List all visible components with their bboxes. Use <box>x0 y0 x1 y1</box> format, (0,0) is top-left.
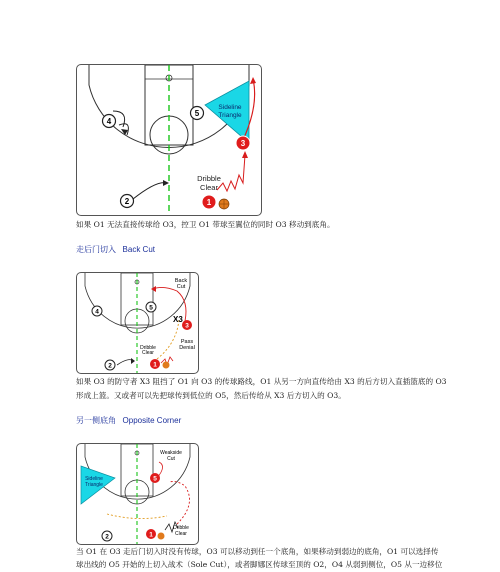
player-2 <box>105 360 115 370</box>
svg-text:3: 3 <box>185 322 189 330</box>
svg-text:3: 3 <box>240 139 246 148</box>
svg-text:1: 1 <box>206 198 212 207</box>
back-cut-label-2: Cut <box>176 284 186 290</box>
pass-denial-label-2: Denial <box>179 345 195 351</box>
svg-text:5: 5 <box>153 475 157 483</box>
weakside-label-1: Weakside <box>160 450 182 456</box>
player-1 <box>202 195 216 209</box>
svg-text:1: 1 <box>149 531 153 539</box>
player-4 <box>103 115 116 128</box>
dribble-label-1: Dribble <box>197 174 221 183</box>
caption-2-line-2: 形成上篮。又或者可以先把球传到低位的 O5，然后传给从 X3 后方切入的 O3。 <box>76 391 346 400</box>
dribble-label-1: Dribble <box>173 525 189 531</box>
basketball-icon <box>163 362 170 369</box>
triangle-label-2: Triangle <box>218 112 242 119</box>
court-diagram-2 <box>77 273 198 373</box>
pass-denial-label-1: Pass <box>180 339 194 345</box>
svg-text:1: 1 <box>153 361 157 369</box>
caption-3-line-2: 球出线的 O5 开始的上切入战术（Sole Cut），或者脚娜区传球至顶的 O2，O4 从弱到侧位，O5 从一边移位 <box>76 560 443 569</box>
dribble-path <box>217 155 245 191</box>
section-heading-back-cut <box>76 244 155 255</box>
player-2 <box>102 531 112 541</box>
section-heading-opposite-corner <box>76 415 181 426</box>
heading-cn: 走后门切入 <box>76 245 116 254</box>
pass-line <box>157 319 179 359</box>
caption-2-line-1: 如果 O3 的防守者 X3 阻挡了 O1 向 O3 的传球路线，O1 从另一方向直传给由 X3 的后方切入直插篮底的 O3 <box>76 377 447 386</box>
player-5 <box>146 302 156 312</box>
heading-en: Opposite Corner <box>122 416 182 425</box>
figure-back-cut <box>76 272 199 374</box>
svg-text:5: 5 <box>149 304 153 312</box>
caption-1: 如果 O1 无法直接传球给 O3，控卫 O1 带球至翼位的同时 O3 移动到底角。 <box>76 220 335 229</box>
weakside-label-2: Cut <box>167 456 175 462</box>
triangle-label-2: Triangle <box>85 482 103 488</box>
caption-3-line-1: 当 O1 在 O3 走后门切入时没有传球，O3 可以移动到任一个底角，如果移动到弱边的底角，O1 可以选择传 <box>76 547 439 556</box>
back-cut-label-1: Back <box>174 278 188 284</box>
player-3 <box>236 136 250 150</box>
heading-cn: 另一侧底角 <box>76 416 116 425</box>
o2-move-arrow <box>133 183 167 199</box>
figure-sideline-triangle <box>76 64 262 216</box>
basketball-icon <box>158 533 165 540</box>
player-1 <box>146 529 156 539</box>
dribble-label-2: Clear <box>175 531 187 537</box>
dribble-label-2: Clear <box>142 350 154 356</box>
player-5 <box>191 107 204 120</box>
defender-x3: X3 <box>173 315 183 324</box>
svg-text:4: 4 <box>95 308 99 316</box>
court-diagram-3 <box>77 444 198 544</box>
figure-opposite-corner <box>76 443 199 545</box>
player-2 <box>121 195 134 208</box>
svg-text:2: 2 <box>124 197 130 206</box>
heading-en: Back Cut <box>122 245 156 254</box>
svg-text:2: 2 <box>105 533 109 541</box>
dribble-label-1: Dribble <box>140 345 156 351</box>
player-5 <box>150 473 160 483</box>
court-diagram-1 <box>77 65 261 215</box>
triangle-label-1: Sideline <box>218 104 242 111</box>
dribble-label-2: Clear <box>200 183 218 192</box>
player-3 <box>182 320 192 330</box>
svg-text:4: 4 <box>106 117 112 126</box>
cut-path <box>169 482 190 525</box>
svg-text:2: 2 <box>108 362 112 370</box>
triangle-label-1: Sideline <box>85 476 103 482</box>
player-4 <box>92 306 102 316</box>
player-1 <box>150 359 160 369</box>
svg-text:5: 5 <box>194 109 200 118</box>
